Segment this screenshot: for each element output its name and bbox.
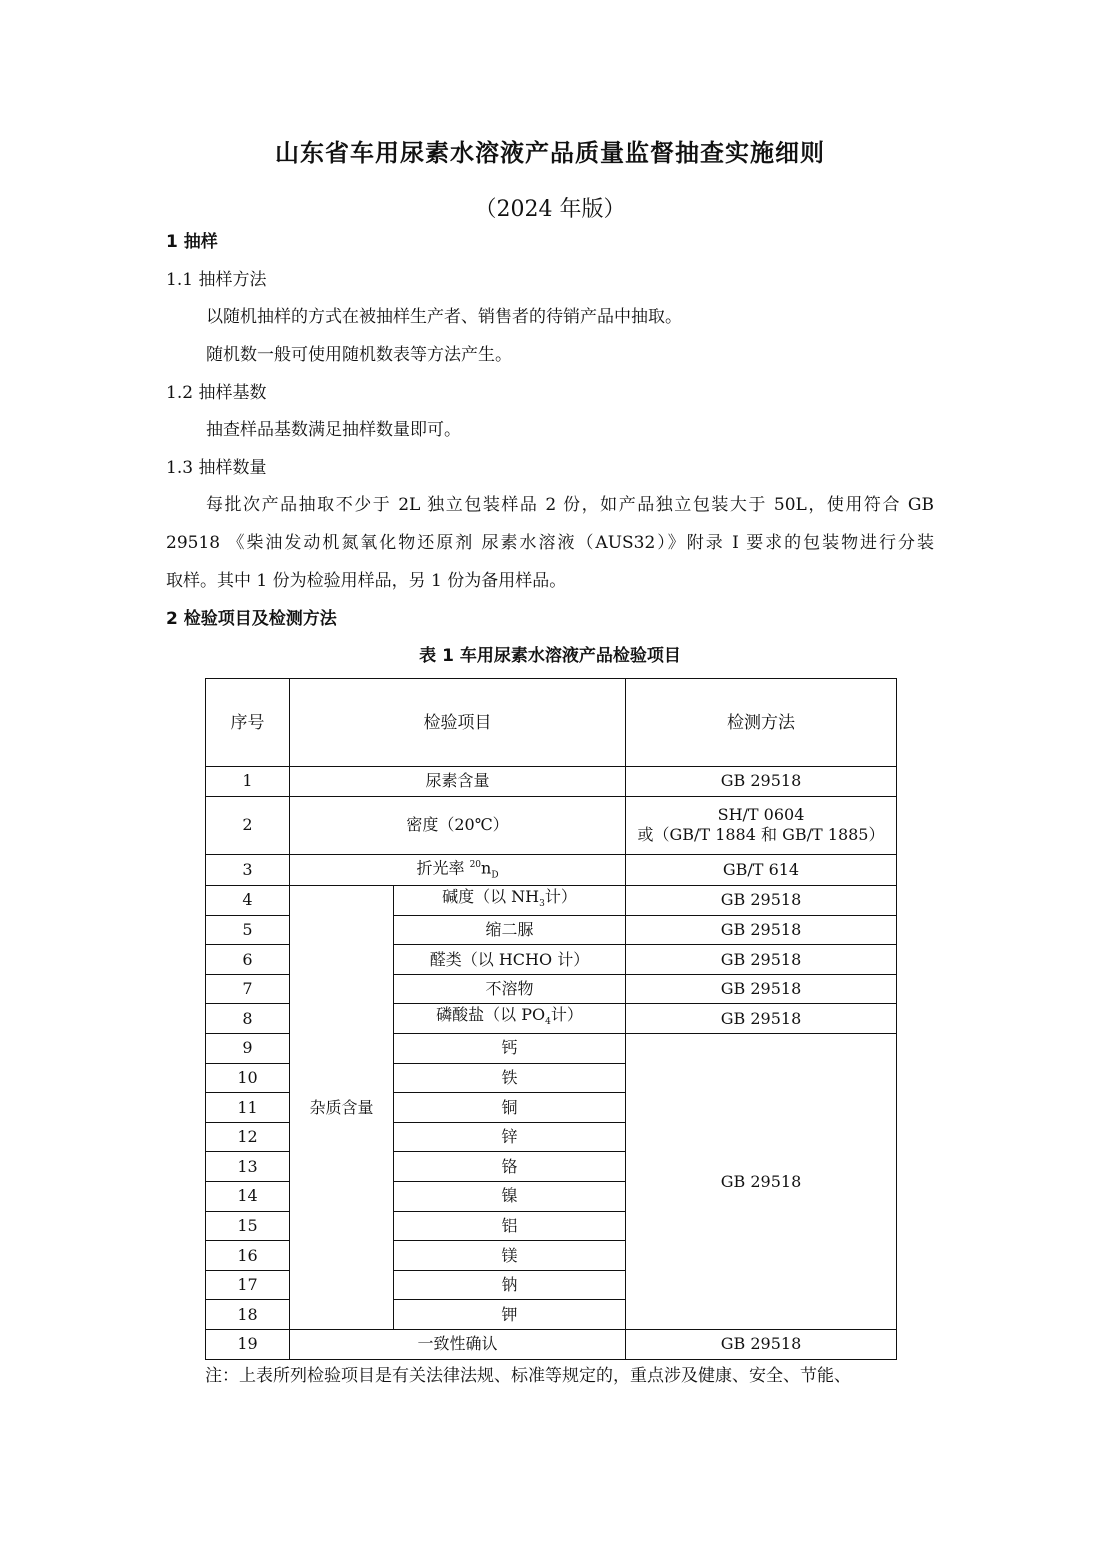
row-method <box>626 796 897 854</box>
refractive-base: n <box>481 857 492 877</box>
table-header-row <box>206 679 897 767</box>
row-item-text: 折光率 <box>416 857 465 877</box>
row-no: 1 <box>206 767 290 797</box>
shared-method-metals: GB 29518 <box>626 1034 897 1330</box>
paragraph-quantity-line-1: 每批次产品抽取不少于 2L 独立包装样品 2 份，如产品独立包装大于 50L，使用符合 GB <box>206 495 934 515</box>
row-method: GB 29518 <box>626 1004 897 1034</box>
row-item <box>394 886 626 916</box>
row-no: 8 <box>206 1004 290 1034</box>
row-no: 18 <box>206 1300 290 1330</box>
row-no: 17 <box>206 1270 290 1300</box>
row-item: 钾 <box>394 1300 626 1330</box>
table-row <box>206 767 897 797</box>
row-item: 醛类（以 HCHO 计） <box>394 945 626 975</box>
row-method: GB 29518 <box>626 767 897 797</box>
row-item: 不溶物 <box>394 974 626 1004</box>
header-inspection-item: 检验项目 <box>290 679 626 767</box>
row-item: 锌 <box>394 1122 626 1152</box>
table-row <box>206 854 897 886</box>
row-no: 4 <box>206 886 290 916</box>
row-method: GB 29518 <box>626 886 897 916</box>
row-no: 7 <box>206 974 290 1004</box>
table-caption: 表 1 车用尿素水溶液产品检验项目 <box>419 646 681 666</box>
row-no: 16 <box>206 1241 290 1271</box>
row-item: 铜 <box>394 1093 626 1123</box>
row-method: GB 29518 <box>626 1330 897 1360</box>
row-item-post: 计） <box>544 886 577 906</box>
row-method-line-1: SH/T 0604 <box>717 805 805 825</box>
row-item <box>290 854 626 886</box>
table-note: 注：上表所列检验项目是有关法律法规、标准等规定的，重点涉及健康、安全、节能、 <box>205 1366 851 1386</box>
refractive-sup: 20 <box>469 859 482 870</box>
inspection-items-table <box>205 678 897 1360</box>
table-row <box>206 1330 897 1360</box>
row-item: 缩二脲 <box>394 915 626 945</box>
paragraph-sampling-base: 抽查样品基数满足抽样数量即可。 <box>206 420 461 440</box>
row-item-pre: 磷酸盐（以 PO <box>436 1005 546 1025</box>
header-serial-no: 序号 <box>206 679 290 767</box>
row-no: 9 <box>206 1034 290 1064</box>
header-test-method: 检测方法 <box>626 679 897 767</box>
document-edition: （2024 年版） <box>474 197 626 222</box>
subsection-sampling-quantity: 1.3 抽样数量 <box>166 458 267 478</box>
paragraph-quantity-line-2: 29518 《柴油发动机氮氧化物还原剂 尿素水溶液（AUS32）》附录 I 要求的包装物进行分装 <box>166 533 934 553</box>
row-no: 13 <box>206 1152 290 1182</box>
row-no: 6 <box>206 945 290 975</box>
impurity-group-label: 杂质含量 <box>290 886 394 1330</box>
subsection-sampling-base: 1.2 抽样基数 <box>166 383 267 403</box>
row-no: 12 <box>206 1122 290 1152</box>
row-method: GB 29518 <box>626 974 897 1004</box>
section-heading-sampling: 1 抽样 <box>166 232 218 252</box>
row-item: 钠 <box>394 1270 626 1300</box>
row-item-pre: 碱度（以 NH <box>442 886 540 906</box>
row-item-post: 计） <box>550 1005 583 1025</box>
subsection-sampling-method: 1.1 抽样方法 <box>166 270 267 290</box>
row-no: 19 <box>206 1330 290 1360</box>
row-no: 11 <box>206 1093 290 1123</box>
paragraph-random-numbers: 随机数一般可使用随机数表等方法产生。 <box>206 345 512 365</box>
row-method: GB 29518 <box>626 945 897 975</box>
row-item: 铁 <box>394 1063 626 1093</box>
row-item-sub: 4 <box>545 1017 551 1028</box>
row-item: 密度（20℃） <box>290 796 626 854</box>
row-no: 15 <box>206 1211 290 1241</box>
row-item: 镁 <box>394 1241 626 1271</box>
row-item: 镍 <box>394 1182 626 1212</box>
row-no: 14 <box>206 1182 290 1212</box>
row-item: 铬 <box>394 1152 626 1182</box>
row-method-line-2: 或（GB/T 1884 和 GB/T 1885） <box>637 825 885 845</box>
row-item-sub: 3 <box>539 899 545 909</box>
row-no: 10 <box>206 1063 290 1093</box>
row-no: 5 <box>206 915 290 945</box>
table-row <box>206 886 897 916</box>
row-method: GB/T 614 <box>626 854 897 886</box>
row-no: 2 <box>206 796 290 854</box>
table-row <box>206 796 897 854</box>
document-title: 山东省车用尿素水溶液产品质量监督抽查实施细则 <box>275 138 825 167</box>
paragraph-sampling-method: 以随机抽样的方式在被抽样生产者、销售者的待销产品中抽取。 <box>206 307 682 327</box>
row-item: 尿素含量 <box>290 767 626 797</box>
row-item: 一致性确认 <box>290 1330 626 1360</box>
row-item <box>394 1004 626 1034</box>
refractive-sub: D <box>491 870 499 881</box>
row-method: GB 29518 <box>626 915 897 945</box>
paragraph-quantity-line-3: 取样。其中 1 份为检验用样品，另 1 份为备用样品。 <box>166 571 567 591</box>
row-item: 钙 <box>394 1034 626 1064</box>
row-no: 3 <box>206 854 290 886</box>
section-heading-inspection: 2 检验项目及检测方法 <box>166 609 337 629</box>
row-item: 铝 <box>394 1211 626 1241</box>
